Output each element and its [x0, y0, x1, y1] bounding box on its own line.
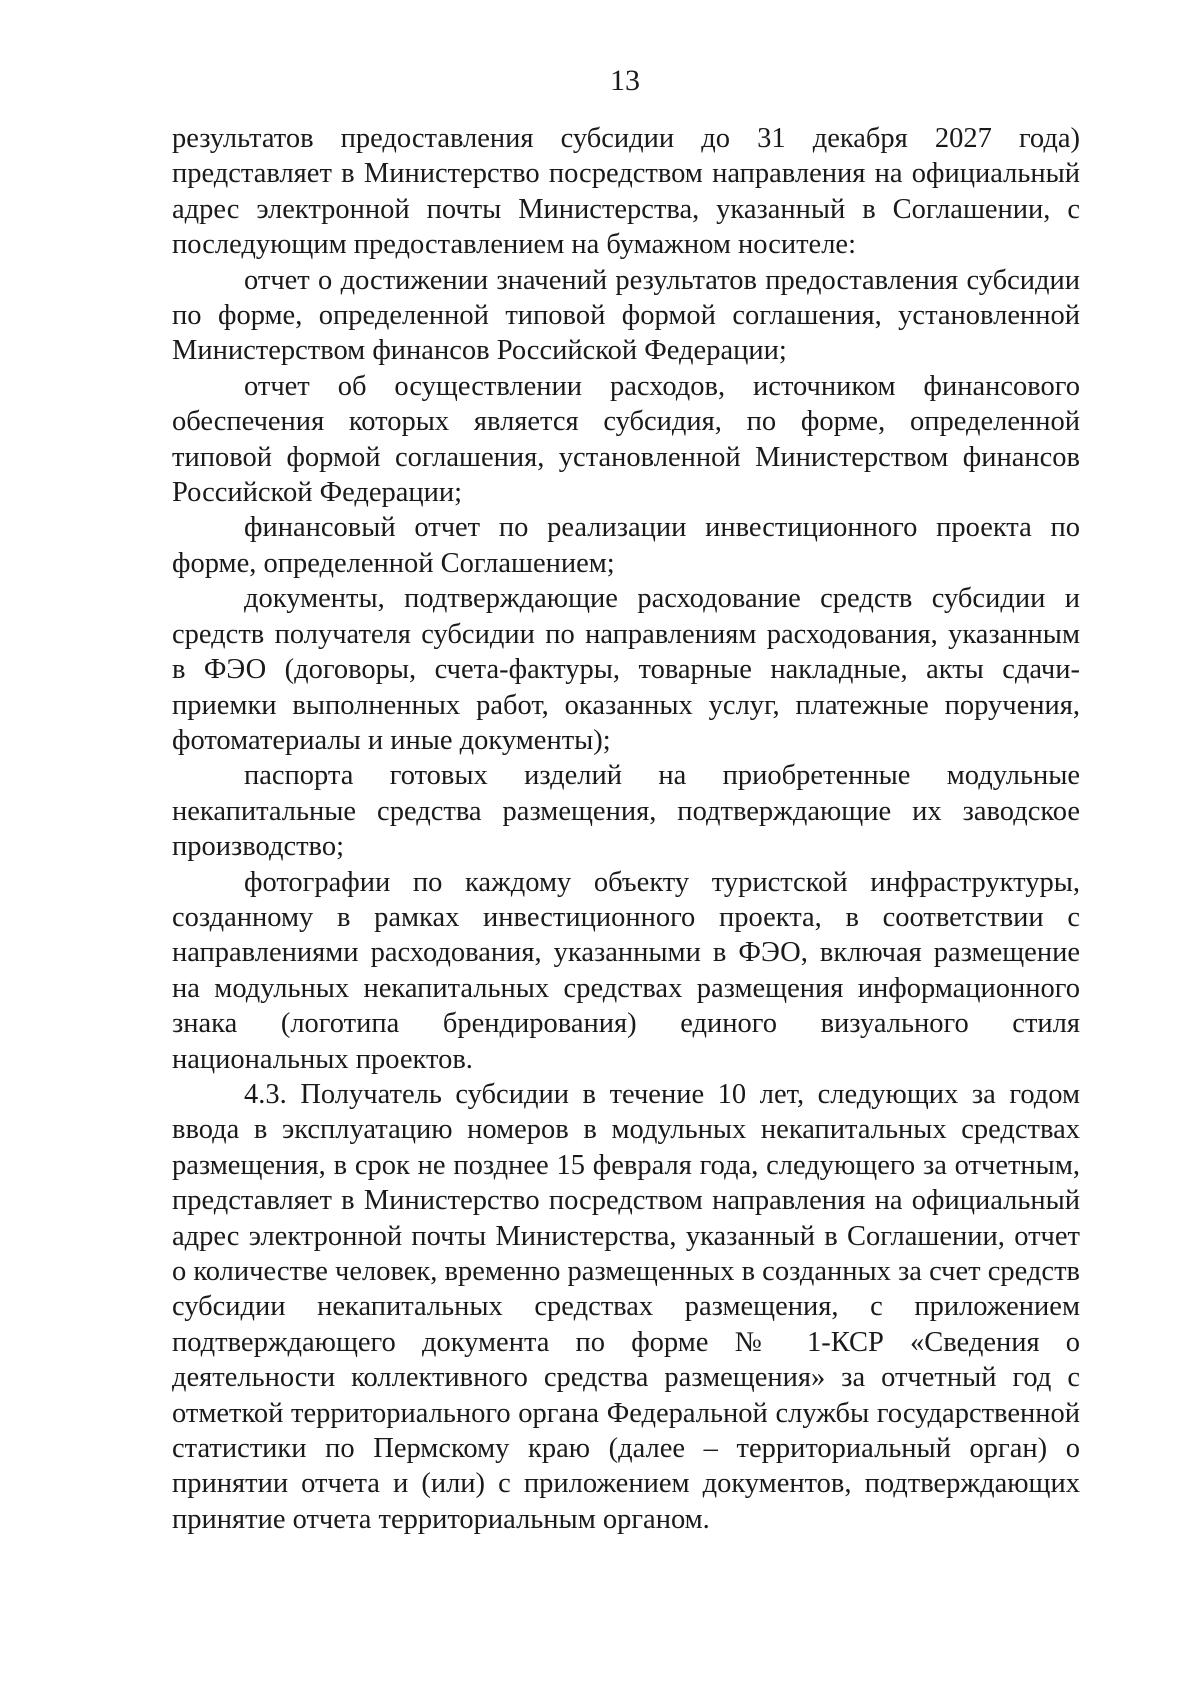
paragraph-expense-documents: документы, подтверждающие расходование средств субсидии и средств получателя субсидии по направлениям расходования, указанным в ФЭО (договоры, счета-фактуры, товарные накладные, акты сдачи-приемки выполненных работ, оказанных услуг, платежные поручения, фотоматериалы и иные документы);: [172, 583, 1080, 756]
paragraph-section-4-3: 4.3. Получатель субсидии в течение 10 лет, следующих за годом ввода в эксплуатацию номеров в модульных некапитальных средствах размещения, в срок не позднее 15 февраля года, следующего за отчетным, представляет в Министерство посредством направления на официальный адрес электронной почты Министерства, указанный в Соглашении, отчет о количестве человек, временно размещенных в созданных за счет средств субсидии некапитальных средствах размещения, с приложением подтверждающего документа по форме № 1-КСР «Сведения о деятельности коллективного средства размещения» за отчетный год с отметкой территориального органа Федеральной службы государственной статистики по Пермскому краю (далее – территориальный орган) о принятии отчета и (или) с приложением документов, подтверждающих принятие отчета территориальным органом.: [172, 1078, 1080, 1535]
paragraph-financial-report: финансовый отчет по реализации инвестиционного проекта по форме, определенной Соглашением;: [172, 512, 1080, 579]
document-body: [172, 121, 1080, 1537]
paragraph-report-results: отчет о достижении значений результатов предоставления субсидии по форме, определенной типовой формой соглашения, установленной Министерством финансов Российской Федерации;: [172, 264, 1080, 367]
paragraph-product-passports: паспорта готовых изделий на приобретенные модульные некапитальные средства размещения, подтверждающие их заводское производство;: [172, 760, 1080, 863]
paragraph-report-expenses: отчет об осуществлении расходов, источником финансового обеспечения которых является субсидия, по форме, определенной типовой формой соглашения, установленной Министерством финансов Российской Федерации;: [172, 370, 1080, 509]
page-number: 13: [610, 64, 640, 97]
paragraph-continuation: результатов предоставления субсидии до 31 декабря 2027 года) представляет в Министерство посредством направления на официальный адрес электронной почты Министерства, указанный в Соглашении, с последующим предоставлением на бумажном носителе:: [172, 123, 1080, 261]
paragraph-photographs: фотографии по каждому объекту туристской инфраструктуры, созданному в рамках инвестиционного проекта, в соответствии с направлениями расходования, указанными в ФЭО, включая размещение на модульных некапитальных средствах размещения информационного знака (логотипа брендирования) единого визуального стиля национальных проектов.: [172, 866, 1080, 1075]
